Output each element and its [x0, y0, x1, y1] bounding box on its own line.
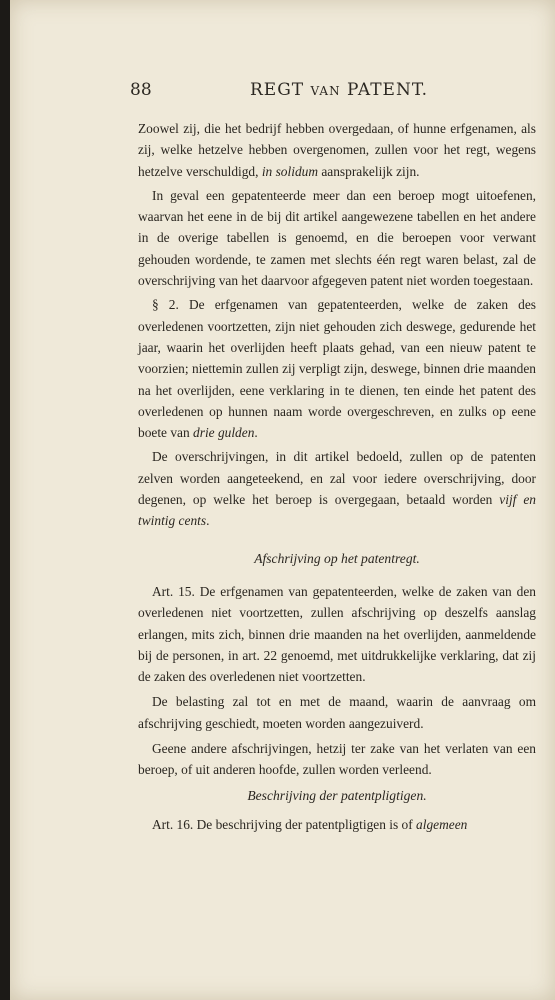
paragraph-geene-andere: Geene andere afschrijvingen, hetzij ter zake van het verlaten van een beroep, of uit anderen hoofde, zullen worden verleend.: [138, 741, 536, 778]
paragraph-2: In geval een gepatenteerde meer dan een beroep mogt uitoefenen, waarvan het eene in de bij dit artikel aangewezene tabellen en het andere in de overige tabellen is genoemd, en die beroepen voor verwant gehouden wordende, te zamen met slechts één regt waren belast, zal de overschrijving van het daarvoor afgegeven patent niet worden toegestaan.: [138, 187, 536, 289]
paragraph-4: [138, 446, 536, 531]
paragraph-art-16-text: Art. 16. De beschrijving der patentpligtigen is of: [152, 816, 417, 832]
running-title: [250, 80, 428, 100]
paragraph-art-15: Art. 15. De erfgenamen van gepatenteerden, welke de zaken van den overledenen niet voortzetten, zullen afschrijving op deszelfs aanslag erlangen, mits zich, binnen drie maanden na het overlijden, aanmeldende bij de personen, in art. 22 genoemd, met uitdrukkelijke verklaring, dat zij de zaken des overledenen niet voortzetten.: [138, 583, 536, 685]
paragraph-4-italic: vijf en twintig cents: [138, 492, 536, 529]
section-heading-beschrijving: Beschrijving der patentpligtigen.: [247, 787, 427, 803]
paragraph-belasting: De belasting zal tot en met de maand, waarin de aanvraag om afschrijving geschiedt, moeten worden aangezuiverd.: [138, 694, 536, 731]
paragraph-3-text-b: .: [254, 425, 258, 441]
page-body: [138, 118, 536, 838]
paragraph-3-text-a: § 2. De erfgenamen van gepatenteerden, welke de zaken des overledenen voortzetten, zijn niet gehouden zich deswege, gedurende het jaar, waarin het overlijden heeft plaats gehad, van een nieuw patent te voorzien; niettemin zullen zij verpligt zijn, deswege, binnen drie maanden na het overlijden, eene verklaring in te dienen, ten einde het patent des overledenen op hunnen naam worde overgeschreven, en zulks op eene boete van: [138, 297, 536, 441]
running-title-part-1: REGT: [250, 80, 311, 100]
page-number: 88: [130, 80, 152, 100]
section-heading-afschrijving: Afschrijving op het patentregt.: [254, 550, 420, 566]
running-title-part-2: VAN: [310, 84, 341, 98]
running-title-part-3: PATENT.: [340, 80, 429, 100]
paragraph-1-text-a: Zoowel zij, die het bedrijf hebben overgedaan, of hunne erfgenamen, als zij, welke hetzelve hebben overgenomen, zullen voor het regt, wegens hetzelve verschuldigd,: [138, 121, 536, 179]
book-page: [10, 0, 555, 1000]
page-header: [130, 80, 550, 102]
paragraph-1: [138, 118, 536, 182]
paragraph-4-text-b: .: [206, 513, 210, 529]
paragraph-1-text-b: aansprakelijk zijn.: [318, 163, 420, 179]
paragraph-3-italic: drie gulden: [193, 425, 255, 441]
paragraph-3: [138, 294, 536, 443]
paragraph-art-16: [138, 814, 536, 835]
paragraph-art-16-italic: algemeen: [416, 816, 468, 832]
paragraph-1-italic: in solidum: [261, 163, 318, 179]
paragraph-4-text-a: De overschrijvingen, in dit artikel bedoeld, zullen op de patenten zelven worden aangeteekend, en zal voor iedere overschrijving, door degenen, op welke het beroep is overgegaan, betaald worden: [138, 449, 536, 508]
